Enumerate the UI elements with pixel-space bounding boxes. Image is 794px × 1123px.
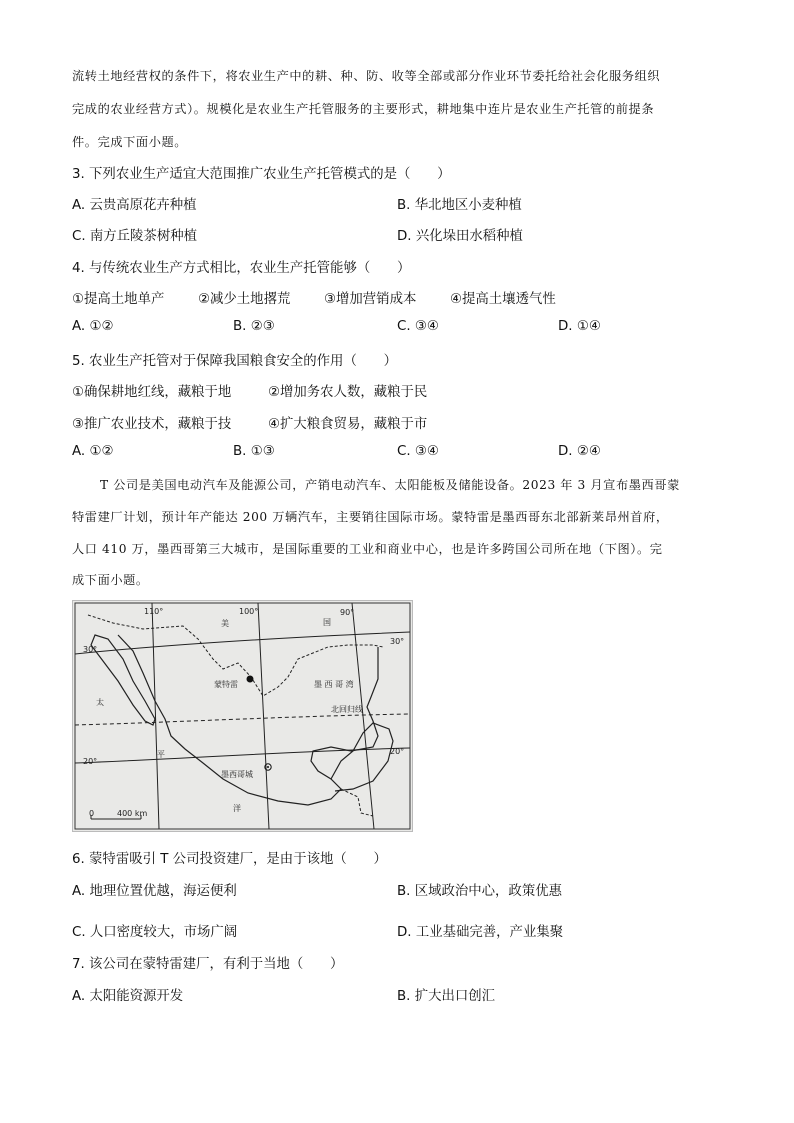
passage1-line-1: 流转土地经营权的条件下，将农业生产中的耕、种、防、收等全部或部分作业环节委托给社会化服务组织 bbox=[72, 69, 661, 83]
mexico-map bbox=[72, 600, 413, 832]
question-4-item-1: ①提高土地单产 bbox=[72, 292, 165, 307]
label-usa-2: 国 bbox=[323, 618, 331, 627]
question-4-stem: 4. 与传统农业生产方式相比，农业生产托管能够（ ） bbox=[72, 261, 411, 276]
question-6-stem: 6. 蒙特雷吸引 T 公司投资建厂，是由于该地（ ） bbox=[72, 852, 387, 867]
question-4-item-2: ②减少土地撂荒 bbox=[198, 292, 291, 307]
question-6-option-b[interactable]: B. 区域政治中心，政策优惠 bbox=[397, 884, 562, 899]
question-5-item-2: ②增加务农人数，藏粮于民 bbox=[268, 385, 428, 400]
label-lat30-right: 30° bbox=[390, 637, 405, 646]
guatemala-border bbox=[341, 789, 373, 816]
question-3-stem: 3. 下列农业生产适宜大范围推广农业生产托管模式的是（ ） bbox=[72, 167, 451, 182]
passage2-line-1: T 公司是美国电动汽车及能源公司，产销电动汽车、太阳能板及储能设备。2023 年 3 月宣布墨西哥蒙 bbox=[100, 478, 680, 492]
question-6-option-c[interactable]: C. 人口密度较大，市场广阔 bbox=[72, 925, 238, 940]
monterrey-point bbox=[247, 676, 254, 683]
question-5-option-a[interactable]: A. ①② bbox=[72, 444, 114, 459]
label-lon110: 110° bbox=[144, 607, 164, 616]
question-3-option-d[interactable]: D. 兴化垛田水稻种植 bbox=[397, 229, 523, 244]
label-tropic: 北回归线 bbox=[331, 705, 363, 714]
label-scale-km: 400 km bbox=[117, 809, 148, 818]
question-5-option-d[interactable]: D. ②④ bbox=[558, 444, 601, 459]
label-scale-zero: 0 bbox=[89, 809, 95, 818]
parallel-20 bbox=[75, 748, 410, 763]
label-mexico-city: 墨西哥城 bbox=[221, 770, 253, 779]
question-3-option-a[interactable]: A. 云贵高原花卉种植 bbox=[72, 198, 197, 213]
question-5-item-3: ③推广农业技术，藏粮于技 bbox=[72, 417, 232, 432]
tropic-of-cancer bbox=[75, 714, 410, 725]
passage2-line-3: 人口 410 万，墨西哥第三大城市，是国际重要的工业和商业中心，也是许多跨国公司所在地（下图）。完 bbox=[72, 542, 663, 556]
question-5-item-1: ①确保耕地红线，藏粮于地 bbox=[72, 385, 232, 400]
question-5-item-4: ④扩大粮食贸易，藏粮于市 bbox=[268, 417, 428, 432]
label-lat20-right: 20° bbox=[390, 747, 405, 756]
question-5-option-b[interactable]: B. ①③ bbox=[233, 444, 275, 459]
question-7-option-a[interactable]: A. 太阳能资源开发 bbox=[72, 989, 184, 1004]
question-3-option-c[interactable]: C. 南方丘陵茶树种植 bbox=[72, 229, 197, 244]
question-5-option-c[interactable]: C. ③④ bbox=[397, 444, 439, 459]
label-pacific-1: 太 bbox=[96, 698, 104, 707]
question-6-option-d[interactable]: D. 工业基础完善，产业集聚 bbox=[397, 925, 564, 940]
label-pacific-2: 平 bbox=[157, 750, 165, 759]
question-5-stem: 5. 农业生产托管对于保障我国粮食安全的作用（ ） bbox=[72, 354, 398, 369]
yucatan-outline bbox=[331, 723, 393, 791]
passage1-line-2: 完成的农业经营方式）。规模化是农业生产托管服务的主要形式，耕地集中连片是农业生产托管的前提条 bbox=[72, 102, 655, 116]
passage1-line-3: 件。完成下面小题。 bbox=[72, 135, 188, 149]
question-7-option-b[interactable]: B. 扩大出口创汇 bbox=[397, 989, 496, 1004]
passage2-line-4: 成下面小题。 bbox=[72, 573, 149, 587]
label-pacific-3: 洋 bbox=[233, 804, 241, 813]
label-lon100: 100° bbox=[239, 607, 259, 616]
label-lat20-left: 20° bbox=[83, 757, 98, 766]
question-4-option-c[interactable]: C. ③④ bbox=[397, 319, 439, 334]
label-lat30-left: 30° bbox=[83, 645, 98, 654]
question-4-item-4: ④提高土壤透气性 bbox=[450, 292, 556, 307]
passage2-line-2: 特雷建厂计划，预计年产能达 200 万辆汽车，主要销往国际市场。蒙特雷是墨西哥东北部新莱昂州首府， bbox=[72, 510, 669, 524]
question-3-option-b[interactable]: B. 华北地区小麦种植 bbox=[397, 198, 522, 213]
label-monterrey: 蒙特雷 bbox=[214, 680, 238, 689]
question-7-stem: 7. 该公司在蒙特雷建厂，有利于当地（ ） bbox=[72, 957, 344, 972]
label-usa-1: 美 bbox=[221, 619, 229, 628]
question-6-option-a[interactable]: A. 地理位置优越，海运便利 bbox=[72, 884, 237, 899]
question-4-item-3: ③增加营销成本 bbox=[324, 292, 417, 307]
question-4-option-b[interactable]: B. ②③ bbox=[233, 319, 275, 334]
label-lon90: 90° bbox=[340, 608, 355, 617]
label-gulf-of-mexico: 墨 西 哥 湾 bbox=[314, 680, 354, 689]
meridian-100 bbox=[258, 603, 269, 829]
question-4-option-d[interactable]: D. ①④ bbox=[558, 319, 601, 334]
question-4-option-a[interactable]: A. ①② bbox=[72, 319, 114, 334]
